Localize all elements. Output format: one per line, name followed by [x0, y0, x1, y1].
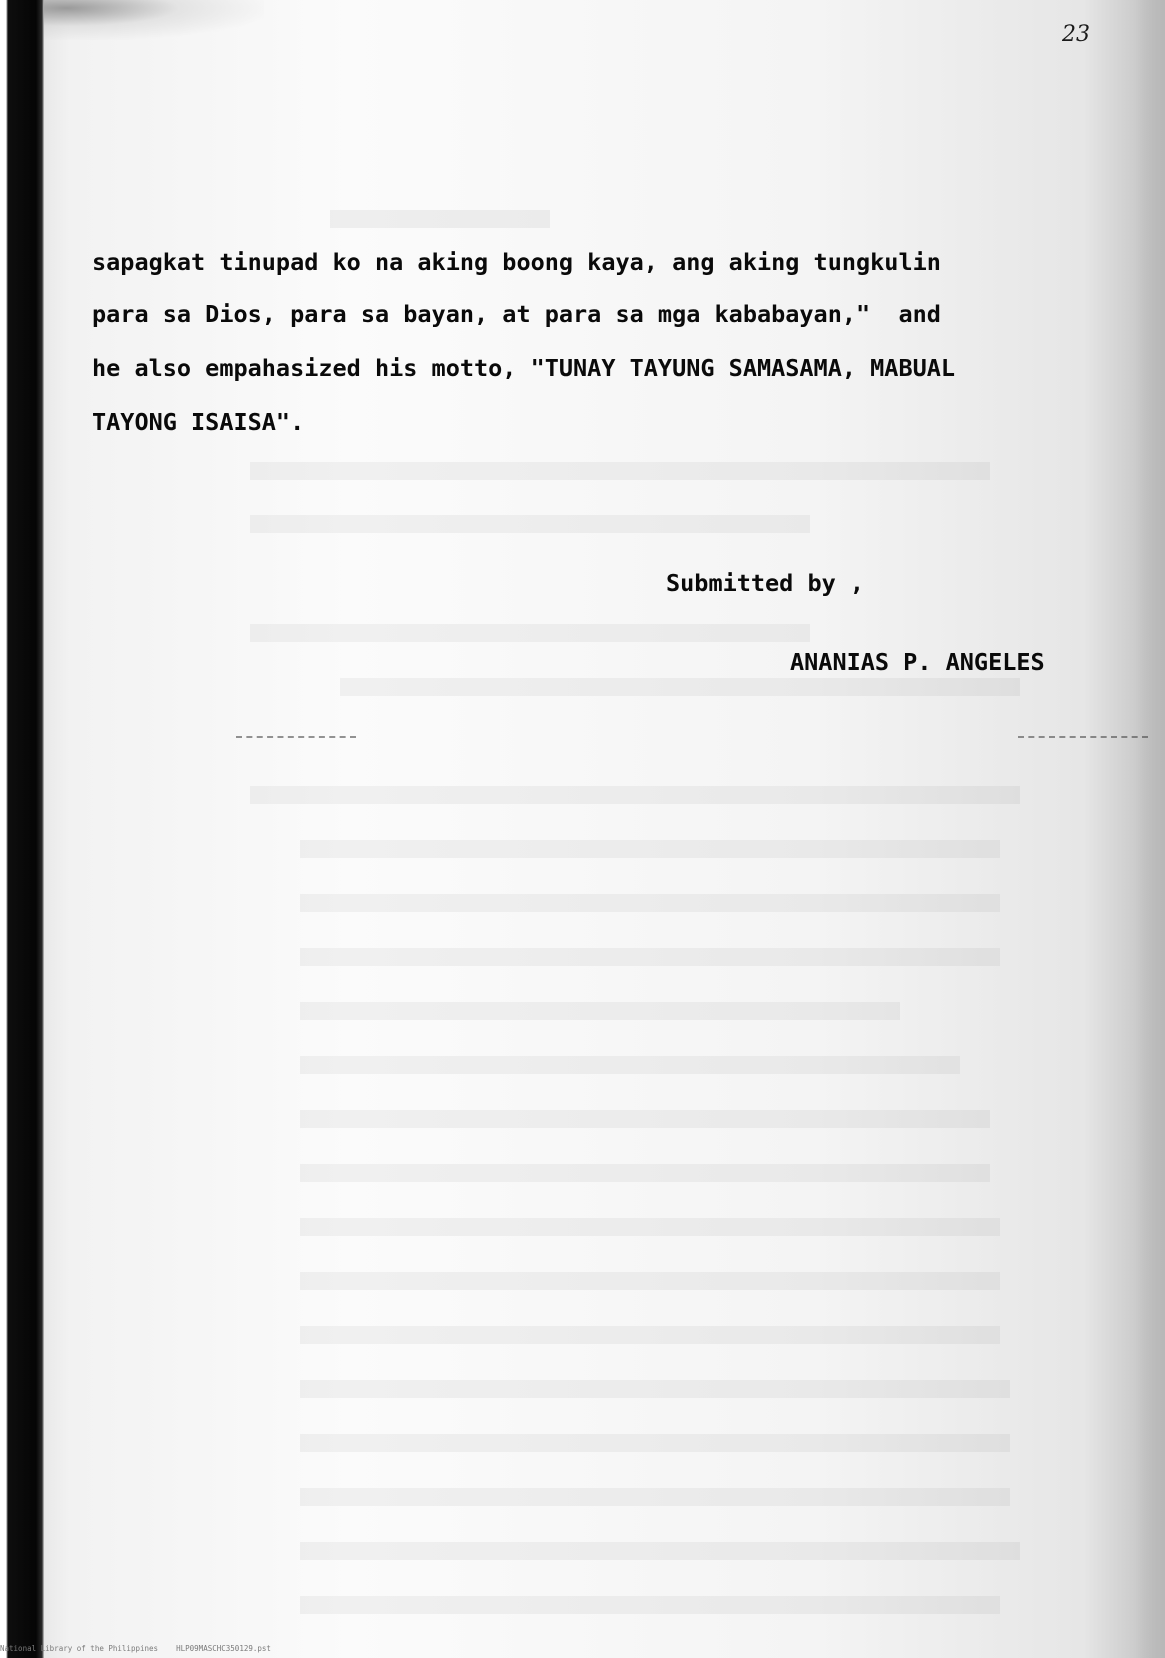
scan-corner-shadow: [44, 0, 264, 40]
bleed-through: [300, 1164, 990, 1182]
scan-footer: National Library of the Philippines HLP09MASCHC350129.pst: [0, 1644, 271, 1653]
bleed-through: [300, 1218, 1000, 1236]
signatory-name: ANANIAS P. ANGELES: [790, 648, 1045, 676]
bleed-through: [300, 1056, 960, 1074]
bleed-through: [250, 462, 990, 480]
bleed-through: [300, 1002, 900, 1020]
body-line: he also empahasized his motto, "TUNAY TAYUNG SAMASAMA, MABUAL: [92, 354, 956, 382]
bleed-through: [250, 624, 810, 642]
scan-artifact-rule: [236, 736, 356, 738]
bleed-through: [250, 786, 1020, 804]
bleed-through: [300, 1380, 1010, 1398]
body-line: sapagkat tinupad ko na aking boong kaya, ang aking tungkulin: [92, 248, 941, 276]
bleed-through: [300, 840, 1000, 858]
body-line: para sa Dios, para sa bayan, at para sa mga kababayan," and: [92, 300, 941, 328]
scan-right-edge-shadow: [1135, 0, 1165, 1658]
bleed-through: [300, 1542, 1020, 1560]
bleed-through: [300, 1434, 1010, 1452]
bleed-through: [300, 894, 1000, 912]
bleed-through: [300, 1596, 1000, 1614]
bleed-through: [300, 1110, 990, 1128]
bleed-through: [300, 1272, 1000, 1290]
bleed-through: [300, 948, 1000, 966]
bleed-through: [330, 210, 550, 228]
body-line: TAYONG ISAISA".: [92, 408, 305, 436]
submitted-by-label: Submitted by ,: [666, 569, 865, 597]
bleed-through: [340, 678, 1020, 696]
bleed-through: [250, 515, 810, 533]
page-number: 23: [1062, 22, 1090, 47]
bleed-through: [300, 1488, 1010, 1506]
bleed-through: [300, 1326, 1000, 1344]
scan-binding-edge: [0, 0, 44, 1658]
scan-artifact-rule: [1018, 736, 1148, 738]
